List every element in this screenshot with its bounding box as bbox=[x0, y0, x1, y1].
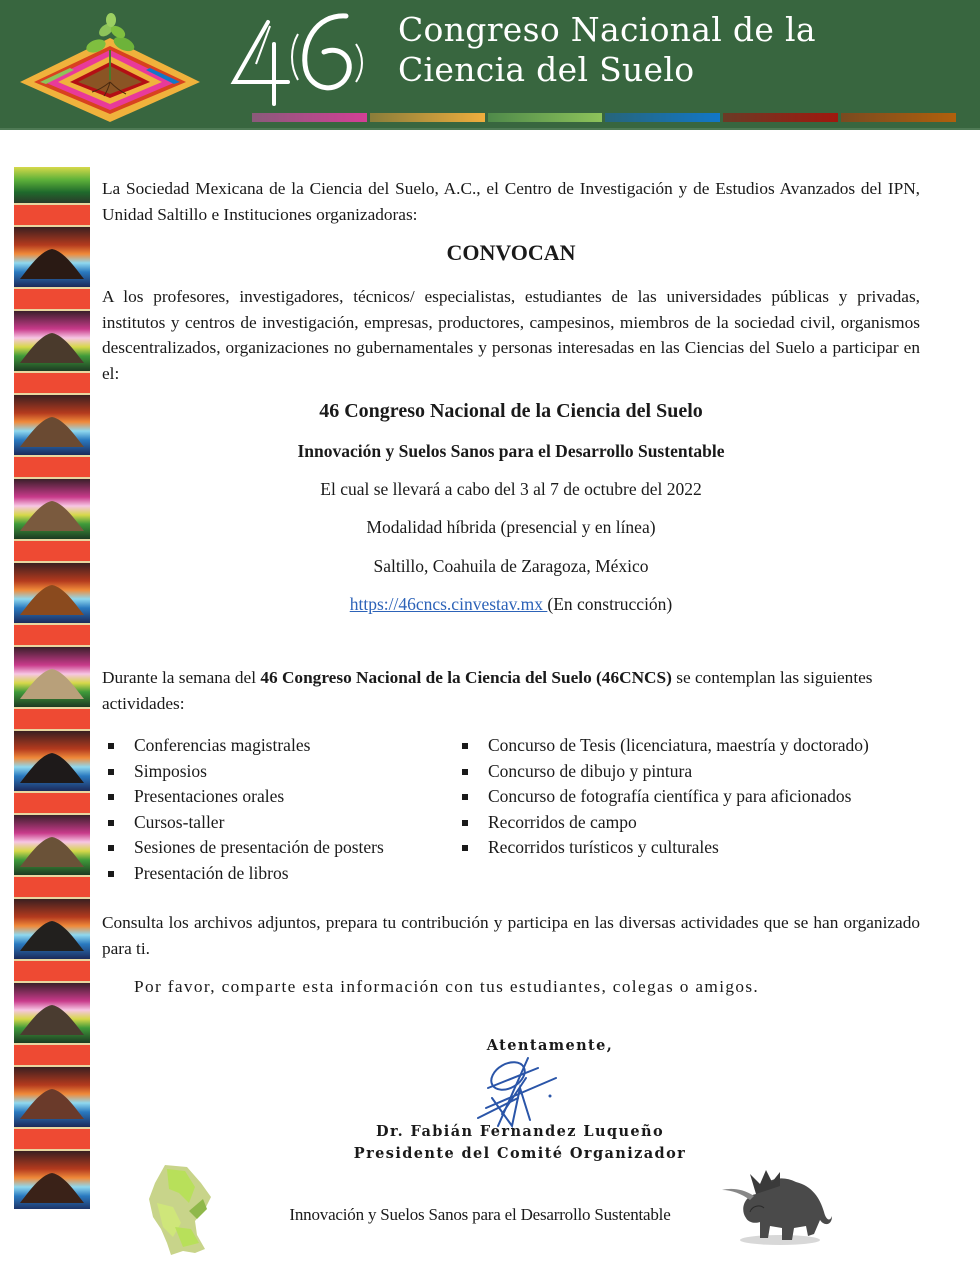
congress-subtitle: Innovación y Suelos Sanos para el Desarrollo Sustentable bbox=[297, 441, 725, 461]
header-title-line2: Ciencia del Suelo bbox=[398, 50, 695, 89]
serape-stripe bbox=[14, 393, 90, 395]
serape-stripe bbox=[14, 287, 90, 289]
activity-item bbox=[102, 835, 384, 861]
serape-stripe bbox=[14, 1129, 90, 1149]
activities-intro-congress: 46 Congreso Nacional de la Ciencia del Suelo (46CNCS) bbox=[260, 668, 672, 687]
square-bullet-icon bbox=[462, 820, 468, 826]
square-bullet-icon bbox=[462, 743, 468, 749]
dinosaur-illustration bbox=[720, 1160, 835, 1250]
activities-intro-suffix: se contemplan las siguientes actividades: bbox=[102, 668, 873, 713]
intro-paragraph: La Sociedad Mexicana de la Ciencia del Suelo, A.C., el Centro de Investigación y de Estudios Avanzados del IPN, Unidad Saltillo e Instituciones organizadoras: bbox=[102, 179, 920, 224]
serape-stripe bbox=[14, 541, 90, 561]
serape-stripe bbox=[14, 289, 90, 309]
activity-label: Recorridos de campo bbox=[488, 811, 637, 832]
serape-stripe bbox=[14, 897, 90, 899]
congress-title: 46 Congreso Nacional de la Ciencia del Suelo bbox=[319, 400, 703, 422]
square-bullet-icon bbox=[108, 743, 114, 749]
square-bullet-icon bbox=[108, 820, 114, 826]
serape-stripe bbox=[14, 961, 90, 981]
activity-label: Conferencias magistrales bbox=[134, 735, 311, 755]
footer-slogan: Innovación y Suelos Sanos para el Desarrollo Sustentable bbox=[289, 1205, 671, 1224]
serape-stripe bbox=[14, 477, 90, 479]
activity-item bbox=[456, 835, 869, 861]
activity-item bbox=[456, 784, 869, 810]
header-color-bar bbox=[252, 113, 956, 122]
color-bar-segment bbox=[841, 113, 956, 122]
serape-stripe bbox=[14, 1127, 90, 1129]
serape-stripe bbox=[14, 729, 90, 731]
header-title-line1: Congreso Nacional de la bbox=[398, 10, 816, 49]
color-bar-segment bbox=[252, 113, 367, 122]
serape-soil-strip bbox=[14, 167, 90, 1209]
serape-stripe bbox=[14, 981, 90, 983]
soil-plant-logo bbox=[10, 10, 210, 122]
serape-stripe bbox=[14, 709, 90, 729]
square-bullet-icon bbox=[108, 794, 114, 800]
activity-label: Concurso de Tesis (licenciatura, maestría y doctorado) bbox=[488, 735, 869, 755]
activity-item bbox=[102, 733, 384, 759]
serape-stripe bbox=[14, 203, 90, 205]
color-bar-segment bbox=[488, 113, 603, 122]
serape-stripe bbox=[14, 167, 90, 203]
activity-label: Simposios bbox=[134, 760, 207, 781]
activities-list-left bbox=[102, 733, 384, 887]
serape-stripe bbox=[14, 791, 90, 793]
serape-stripe bbox=[14, 539, 90, 541]
activity-label: Presentaciones orales bbox=[134, 786, 285, 807]
invite-paragraph: A los profesores, investigadores, técnicos/ especialistas, estudiantes de las universidades públicas y privadas, institutos y centros de investigación, empresas, productores, campesinos, miembros de la sociedad civil, organismos descentralizados, organizaciones no gubernamentales y personas interesadas en las Ciencias del Suelo a participar en el: bbox=[102, 287, 920, 383]
activity-item bbox=[102, 810, 384, 836]
color-bar-segment bbox=[605, 113, 720, 122]
square-bullet-icon bbox=[108, 769, 114, 775]
serape-stripe bbox=[14, 793, 90, 813]
activity-label: Concurso de fotografía científica y para aficionados bbox=[488, 786, 852, 807]
activity-label: Presentación de libros bbox=[134, 862, 289, 883]
congress-location: Saltillo, Coahuila de Zaragoza, México bbox=[373, 556, 649, 576]
congress-modality: Modalidad híbrida (presencial y en línea) bbox=[366, 517, 656, 537]
serape-stripe bbox=[14, 1045, 90, 1065]
serape-stripe bbox=[14, 877, 90, 897]
header-title bbox=[398, 10, 816, 90]
convocan-heading: CONVOCAN bbox=[446, 240, 576, 265]
activity-item bbox=[102, 759, 384, 785]
square-bullet-icon bbox=[462, 794, 468, 800]
header-banner bbox=[0, 0, 980, 130]
square-bullet-icon bbox=[108, 845, 114, 851]
serape-stripe bbox=[14, 561, 90, 563]
serape-stripe bbox=[14, 455, 90, 457]
congress-dates: El cual se llevará a cabo del 3 al 7 de octubre del 2022 bbox=[320, 479, 702, 499]
activity-item bbox=[456, 759, 869, 785]
activity-label: Recorridos turísticos y culturales bbox=[488, 837, 719, 858]
activity-label: Concurso de dibujo y pintura bbox=[488, 760, 693, 781]
activities-intro-prefix: Durante la semana del bbox=[102, 668, 261, 687]
activities-list-right bbox=[456, 733, 869, 861]
activity-item bbox=[102, 784, 384, 810]
serape-stripe bbox=[14, 309, 90, 311]
serape-stripe bbox=[14, 371, 90, 373]
serape-stripe bbox=[14, 875, 90, 877]
closing-greeting: Atentamente, bbox=[486, 1037, 614, 1054]
serape-stripe bbox=[14, 959, 90, 961]
square-bullet-icon bbox=[462, 769, 468, 775]
consult-paragraph: Consulta los archivos adjuntos, prepara tu contribución y participa en las diversas actividades que se han organizado para ti. bbox=[102, 913, 920, 958]
serape-stripe bbox=[14, 813, 90, 815]
number-46-logotype bbox=[228, 4, 373, 114]
serape-stripe bbox=[14, 457, 90, 477]
square-bullet-icon bbox=[462, 845, 468, 851]
activity-item bbox=[456, 733, 869, 759]
activity-item bbox=[456, 810, 869, 836]
share-request: Por favor, comparte esta información con tus estudiantes, colegas o amigos. bbox=[134, 977, 760, 996]
serape-stripe bbox=[14, 625, 90, 645]
serape-stripe bbox=[14, 1043, 90, 1045]
serape-stripe bbox=[14, 645, 90, 647]
activity-label: Sesiones de presentación de posters bbox=[134, 837, 384, 858]
activities-intro bbox=[102, 665, 920, 716]
color-bar-segment bbox=[723, 113, 838, 122]
coahuila-map-image bbox=[145, 1163, 215, 1258]
website-note: (En construcción) bbox=[547, 594, 673, 614]
serape-stripe bbox=[14, 623, 90, 625]
serape-stripe bbox=[14, 1065, 90, 1067]
activity-label: Cursos-taller bbox=[134, 811, 225, 832]
website-link[interactable]: https://46cncs.cinvestav.mx bbox=[349, 594, 548, 614]
serape-stripe bbox=[14, 1149, 90, 1151]
color-bar-segment bbox=[370, 113, 485, 122]
congress-url-line bbox=[102, 594, 920, 615]
signer-role: Presidente del Comité Organizador bbox=[353, 1145, 687, 1162]
square-bullet-icon bbox=[108, 871, 114, 877]
serape-stripe bbox=[14, 225, 90, 227]
signer-name: Dr. Fabián Fernandez Luqueño bbox=[375, 1123, 665, 1140]
activity-item bbox=[102, 861, 384, 887]
serape-stripe bbox=[14, 373, 90, 393]
handwritten-signature bbox=[468, 1048, 568, 1133]
serape-stripe bbox=[14, 205, 90, 225]
serape-stripe bbox=[14, 707, 90, 709]
